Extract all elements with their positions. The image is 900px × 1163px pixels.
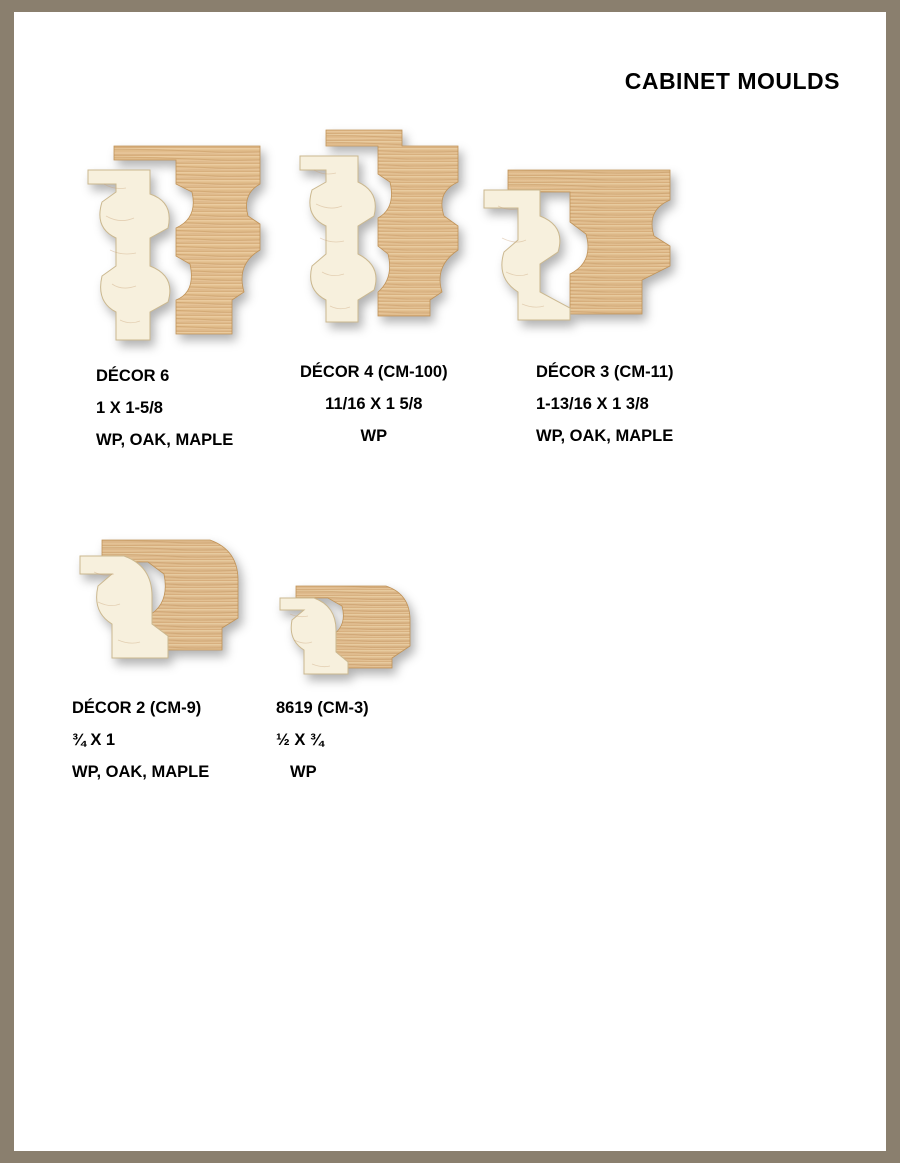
product-caption xyxy=(96,360,233,457)
product-item-decor-4[interactable] xyxy=(286,120,486,446)
product-item-decor-6[interactable] xyxy=(72,124,292,450)
product-caption xyxy=(276,692,369,789)
product-materials: WP, OAK, MAPLE xyxy=(96,431,234,450)
product-dimensions: ½ X ¾ xyxy=(276,731,324,750)
product-caption xyxy=(300,356,448,453)
profile-drawing xyxy=(72,124,292,344)
document-page xyxy=(14,12,886,1151)
product-dimensions: 11/16 X 1 5/8 xyxy=(325,395,423,414)
profile-drawing xyxy=(286,120,486,330)
product-item-decor-3[interactable] xyxy=(474,162,684,446)
product-row xyxy=(14,112,886,472)
product-dimensions: ¾ X 1 xyxy=(72,731,116,750)
product-name: 8619 (CM-3) xyxy=(276,699,369,717)
product-materials: WP xyxy=(290,763,317,782)
profile-drawing xyxy=(274,572,424,682)
product-name: DÉCOR 6 xyxy=(96,367,170,385)
product-caption xyxy=(536,356,674,453)
product-materials: WP xyxy=(360,427,388,446)
product-item-decor-2[interactable] xyxy=(72,532,252,782)
page-title: CABINET MOULDS xyxy=(624,68,840,94)
product-materials: WP, OAK, MAPLE xyxy=(536,427,674,446)
product-dimensions: 1 X 1-5/8 xyxy=(96,399,163,418)
profile-drawing xyxy=(72,532,252,672)
product-name: DÉCOR 2 (CM-9) xyxy=(72,699,202,717)
moulding-profile-decor-2 xyxy=(72,532,252,672)
product-materials: WP, OAK, MAPLE xyxy=(72,763,210,782)
product-name: DÉCOR 3 (CM-11) xyxy=(536,363,674,381)
product-dimensions: 1-13/16 X 1 3/8 xyxy=(536,395,649,414)
moulding-profile-decor-4 xyxy=(286,120,486,330)
moulding-profile-decor-6 xyxy=(72,124,292,344)
product-grid xyxy=(14,112,886,832)
product-row xyxy=(14,532,886,832)
moulding-profile-8619 xyxy=(274,572,424,682)
profile-drawing xyxy=(474,162,684,332)
product-caption xyxy=(72,692,209,789)
product-name: DÉCOR 4 (CM-100) xyxy=(300,363,448,381)
product-item-8619[interactable] xyxy=(274,572,424,782)
moulding-profile-decor-3 xyxy=(474,162,684,332)
